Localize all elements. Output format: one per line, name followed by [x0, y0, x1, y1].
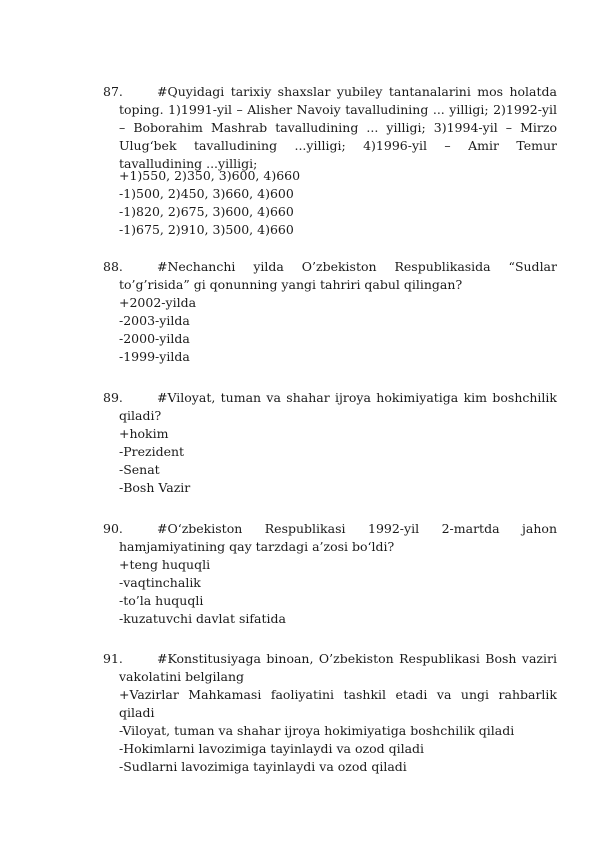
answer-option: -1)675, 2)910, 3)500, 4)660	[119, 222, 294, 237]
answer-option: -Bosh Vazir	[119, 480, 191, 495]
answer-options	[119, 686, 557, 776]
answer-option: -Sudlarni lavozimiga tayinlaydi va ozod qiladi	[119, 759, 407, 774]
answer-option: -1)500, 2)450, 3)660, 4)600	[119, 186, 294, 201]
answer-option: -vaqtinchalik	[119, 575, 201, 590]
answer-options	[119, 425, 557, 497]
answer-option-correct: +hokim	[119, 426, 169, 441]
answer-option: -Prezident	[119, 444, 185, 459]
question-text: #Nechanchi yilda O’zbekiston Respublikasida “Sudlar to’g’risida” gi qonunning yangi tahriri qabul qilingan?	[119, 259, 557, 292]
question-number: 87.	[103, 84, 123, 99]
answer-options	[119, 294, 557, 366]
answer-option: -2003-yilda	[119, 313, 190, 328]
question-number: 91.	[103, 651, 123, 666]
question-number: 88.	[103, 259, 123, 274]
answer-option: -1999-yilda	[119, 349, 190, 364]
question-text: #O‘zbekiston Respublikasi 1992-yil 2-martda jahon hamjamiyatining qay tarzdagi a’zosi bo‘ldi?	[119, 521, 557, 554]
answer-option: -1)820, 2)675, 3)600, 4)660	[119, 204, 294, 219]
answer-option: -Hokimlarni lavozimiga tayinlaydi va ozod qiladi	[119, 741, 425, 756]
answer-option: -to’la huquqli	[119, 593, 204, 608]
answer-option: -kuzatuvchi davlat sifatida	[119, 611, 286, 626]
answer-option-correct: +1)550, 2)350, 3)600, 4)660	[119, 168, 301, 183]
question-number: 89.	[103, 390, 123, 405]
answer-option-correct: +Vazirlar Mahkamasi faoliyatini tashkil etadi va ungi rahbarlik qiladi	[119, 687, 557, 720]
question-text: #Viloyat, tuman va shahar ijroya hokimiyatiga kim boshchilik qiladi?	[119, 390, 557, 423]
answer-option: -Viloyat, tuman va shahar ijroya hokimiyatiga boshchilik qiladi	[119, 723, 515, 738]
answer-option: -Senat	[119, 462, 160, 477]
answer-options	[119, 167, 557, 239]
question-text: #Quyidagi tarixiy shaxslar yubiley tantanalarini mos holatda toping. 1)1991-yil – Alisher Navoiy tavalludining ... yilligi; 2)1992-yil – Boborahim Mashrab tavalludining ... yilligi; 3)1994-yil – Mirzo Ulug‘bek tavalludining ...yilligi; 4)1996-yil – Amir Temur tavalludining ...yilligi;	[119, 84, 557, 171]
answer-option-correct: +teng huquqli	[119, 557, 211, 572]
answer-options	[119, 556, 557, 628]
answer-option: -2000-yilda	[119, 331, 190, 346]
question-number: 90.	[103, 521, 123, 536]
answer-option-correct: +2002-yilda	[119, 295, 197, 310]
question-text: #Konstitusiyaga binoan, O’zbekiston Respublikasi Bosh vaziri vakolatini belgilang	[119, 651, 557, 684]
